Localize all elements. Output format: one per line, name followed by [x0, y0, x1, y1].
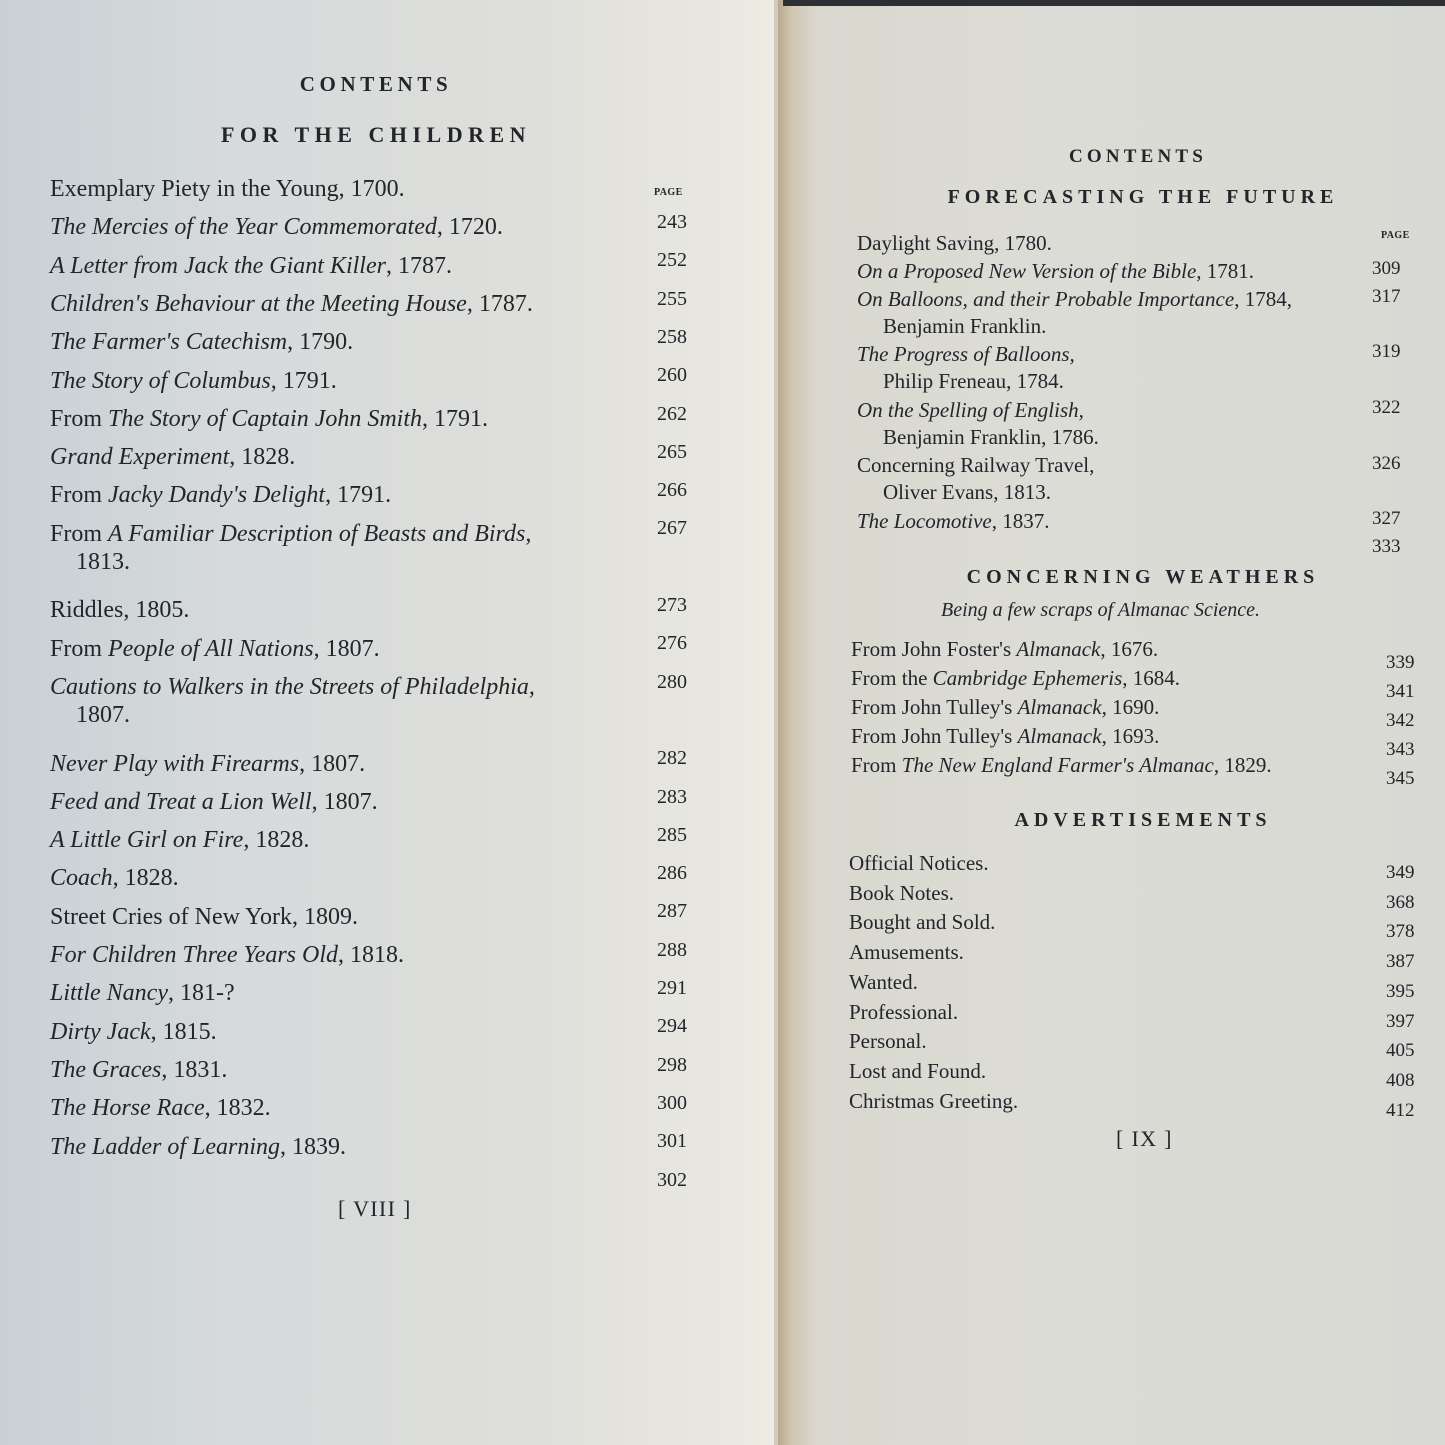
toc-entry — [50, 635, 380, 663]
entry-text: From — [50, 635, 109, 662]
entry-text: , 1839. — [280, 1133, 347, 1160]
entry-text: , 1837. — [991, 509, 1050, 533]
toc-entry — [50, 941, 404, 969]
entry-text: , 1781. — [1196, 258, 1255, 283]
entry-text: , 1832. — [204, 1095, 271, 1122]
entry-title-italic: Almanack — [1017, 695, 1102, 719]
toc-entry — [50, 1018, 217, 1046]
entry-title-italic: On Balloons, and their Probable Importance — [857, 286, 1235, 311]
section-tagline: Being a few scraps of Almanac Science. — [941, 599, 1261, 621]
entry-continuation: 1807. — [76, 701, 130, 728]
toc-entry — [851, 694, 1159, 721]
entry-text: , 1831. — [161, 1056, 228, 1083]
entry-title-italic: Little Nancy — [50, 980, 168, 1007]
entry-text: , 1790. — [287, 329, 354, 356]
entry-text: Book Notes. — [849, 880, 954, 905]
entry-title-italic: For Children Three Years Old — [50, 942, 339, 968]
toc-entry — [857, 341, 1075, 395]
entry-text: From — [851, 753, 902, 777]
toc-entry — [851, 752, 1272, 779]
entry-text: , 1787. — [385, 252, 452, 279]
toc-entry — [50, 328, 353, 356]
entry-title-italic: Dirty Jack — [50, 1018, 151, 1045]
page-number: 333 — [1372, 536, 1401, 557]
page-number: 301 — [657, 1130, 687, 1153]
page-number: 342 — [1386, 710, 1415, 731]
entry-text: From the — [851, 666, 933, 690]
entry-text: From John Tulley's — [851, 695, 1018, 719]
page-number: 262 — [657, 402, 687, 425]
toc-entry — [50, 788, 378, 816]
toc-entry — [857, 286, 1292, 340]
page-number: 349 — [1386, 862, 1415, 883]
page-number: 276 — [657, 632, 687, 655]
entry-text: Official Notices. — [849, 851, 989, 875]
entry-title-italic: Jacky Dandy's Delight — [108, 482, 326, 509]
entry-title-italic: The Horse Race — [50, 1095, 205, 1122]
page-number: 273 — [657, 594, 687, 616]
toc-entry — [50, 443, 295, 471]
entry-text: , 1829. — [1213, 753, 1272, 777]
entry-continuation: Benjamin Franklin. — [883, 313, 1047, 338]
entry-text: , 1693. — [1101, 724, 1160, 748]
entry-text: , 1791. — [422, 405, 489, 432]
entry-title-italic: Almanack — [1017, 724, 1102, 748]
entry-text: Christmas Greeting. — [849, 1088, 1019, 1113]
entry-continuation: Philip Freneau, 1784. — [883, 369, 1064, 394]
entry-text: , 1815. — [150, 1018, 217, 1045]
entry-text: From — [50, 520, 109, 547]
toc-entry — [50, 979, 235, 1007]
page-number: 283 — [657, 785, 687, 808]
toc-entry — [857, 452, 1094, 506]
page-number: 368 — [1386, 891, 1415, 913]
entry-title-italic: A Little Girl on Fire — [50, 827, 244, 854]
toc-entry — [849, 909, 995, 936]
page-number: 243 — [657, 211, 687, 233]
entry-text: , 1784, — [1234, 286, 1292, 311]
page-number: 339 — [1386, 652, 1415, 673]
entry-title-italic: Feed and Treat a Lion Well — [50, 788, 312, 815]
entry-text: , 1787. — [466, 290, 533, 317]
section-title-forecasting: FORECASTING THE FUTURE — [947, 186, 1339, 208]
toc-entry — [857, 230, 1052, 257]
toc-entry — [851, 665, 1180, 692]
toc-entry — [849, 1028, 927, 1055]
entry-title-italic: Almanack — [1016, 637, 1101, 661]
entry-text: Daylight Saving, 1780. — [857, 231, 1052, 255]
entry-title-italic: The Story of Columbus — [50, 367, 271, 394]
entry-title-italic: Cautions to Walkers in the Streets of Philadelphia, — [50, 673, 535, 700]
toc-entry — [50, 864, 179, 892]
toc-entry — [851, 636, 1158, 663]
page-number: 266 — [657, 479, 687, 502]
entry-text: Exemplary Piety in the Young, 1700. — [50, 176, 405, 202]
page-number: 405 — [1386, 1040, 1415, 1062]
entry-title-italic: Children's Behaviour at the Meeting House — [50, 290, 467, 317]
entry-text: Lost and Found. — [849, 1058, 987, 1083]
toc-entry — [849, 939, 964, 966]
page-number: 286 — [657, 862, 687, 885]
entry-text: , 1807. — [311, 788, 378, 815]
page-number: 255 — [657, 287, 687, 310]
folio: [ VIII ] — [338, 1196, 412, 1221]
page-number: 327 — [1372, 508, 1401, 530]
toc-entry — [849, 969, 918, 996]
page-number: 408 — [1386, 1069, 1415, 1091]
page-number: 294 — [657, 1015, 687, 1038]
toc-entry — [50, 750, 365, 778]
toc-entry — [50, 826, 309, 854]
entry-text: From — [50, 405, 109, 432]
page-number: 282 — [657, 747, 687, 770]
toc-entry — [50, 252, 452, 280]
entry-text: Professional. — [849, 999, 959, 1024]
toc-entry — [50, 673, 535, 729]
entry-continuation: 1813. — [76, 548, 130, 575]
entry-text: , 1828. — [243, 827, 310, 854]
page-number: 326 — [1372, 452, 1401, 474]
toc-entry — [50, 481, 391, 509]
contents-title: CONTENTS — [299, 72, 453, 96]
entry-title-italic: Grand Experiment — [50, 444, 230, 471]
page-number: 317 — [1372, 285, 1401, 307]
entry-text: Bought and Sold. — [849, 910, 996, 935]
entry-text: Wanted. — [849, 969, 918, 994]
entry-text: Street Cries of New York, 1809. — [50, 903, 358, 930]
page-number: 280 — [657, 670, 687, 693]
toc-entry — [857, 397, 1099, 451]
section-title-children: FOR THE CHILDREN — [220, 122, 532, 147]
entry-text: , 1676. — [1100, 637, 1159, 661]
entry-text: From John Tulley's — [851, 724, 1018, 748]
page-number: 341 — [1386, 681, 1415, 702]
page-label: PAGE — [1381, 230, 1410, 241]
entry-title-italic: The Farmer's Catechism — [50, 329, 288, 356]
page-number: 300 — [657, 1091, 687, 1114]
page-number: 258 — [657, 325, 687, 348]
entry-title-italic: Cambridge Ephemeris — [932, 666, 1123, 690]
page-number: 412 — [1386, 1099, 1415, 1121]
page-number: 387 — [1386, 951, 1415, 973]
entry-text: Personal. — [849, 1029, 927, 1054]
toc-entry — [849, 999, 958, 1026]
entry-title-italic: People of All Nations — [108, 635, 314, 662]
page-number: 298 — [657, 1053, 687, 1076]
toc-entry — [50, 367, 337, 395]
toc-entry — [849, 880, 954, 907]
entry-text: , 181-? — [167, 980, 235, 1007]
toc-entry — [50, 903, 358, 931]
contents-title: CONTENTS — [1069, 146, 1207, 167]
page-number: 322 — [1372, 397, 1401, 418]
entry-title-italic: A Familiar Description of Beasts and Birds, — [108, 520, 532, 547]
toc-entry — [50, 596, 189, 624]
entry-title-italic: A Letter from Jack the Giant Killer — [50, 252, 386, 279]
toc-entry — [50, 520, 531, 576]
page-number: 288 — [657, 938, 687, 961]
toc-entry — [849, 850, 989, 877]
entry-title-italic: The Story of Captain John Smith — [108, 405, 423, 432]
toc-entry — [50, 1133, 346, 1161]
entry-title-italic: On the Spelling of English, — [857, 397, 1084, 422]
page-number: 267 — [657, 517, 687, 540]
entry-text: , 1684. — [1122, 666, 1180, 690]
page-number: 309 — [1372, 258, 1401, 279]
entry-text: , 1690. — [1101, 695, 1160, 719]
entry-title-italic: The Ladder of Learning — [50, 1133, 281, 1160]
entry-title-italic: The New England Farmer's Almanac — [901, 753, 1214, 777]
entry-title-italic: Never Play with Firearms — [50, 750, 300, 777]
toc-entry — [857, 258, 1254, 285]
entry-text: From John Foster's — [851, 637, 1017, 661]
page-label: PAGE — [654, 187, 683, 198]
entry-text: , 1791. — [270, 367, 337, 394]
entry-title-italic: The Mercies of the Year Commemorated — [50, 214, 437, 241]
folio: [ IX ] — [1116, 1126, 1173, 1151]
page-number: 302 — [657, 1168, 687, 1191]
entry-text: Riddles, 1805. — [50, 597, 190, 624]
page-number: 345 — [1386, 768, 1415, 789]
toc-entry — [849, 1088, 1018, 1115]
section-title-weathers: CONCERNING WEATHERS — [966, 566, 1320, 588]
toc-entry — [50, 175, 405, 203]
entry-text: Concerning Railway Travel, — [857, 453, 1095, 478]
page-number: 291 — [657, 977, 687, 999]
entry-text: From — [50, 482, 109, 509]
page-number: 265 — [657, 440, 687, 463]
entry-text: , 1807. — [313, 635, 380, 662]
entry-text: , 1720. — [436, 214, 503, 241]
page-number: 285 — [657, 823, 687, 846]
entry-title-italic: The Locomotive — [857, 509, 992, 533]
toc-entry — [857, 508, 1049, 535]
entry-text: Amusements. — [849, 940, 964, 965]
entry-text: , 1828. — [229, 444, 296, 471]
page-number: 260 — [657, 364, 687, 387]
entry-continuation: Benjamin Franklin, 1786. — [883, 424, 1099, 449]
toc-entry — [50, 213, 503, 241]
entry-text: , 1791. — [325, 482, 392, 509]
entry-title-italic: The Progress of Balloons, — [857, 342, 1075, 367]
entry-title-italic: On a Proposed New Version of the Bible — [857, 258, 1197, 283]
right-page — [778, 0, 1445, 1445]
entry-text: , 1828. — [112, 865, 179, 892]
entry-continuation: Oliver Evans, 1813. — [883, 480, 1051, 505]
page-number: 397 — [1386, 1010, 1415, 1032]
toc-entry — [50, 1056, 227, 1084]
entry-title-italic: Coach — [50, 865, 113, 892]
section-title-advertisements: ADVERTISEMENTS — [1014, 809, 1272, 831]
page-number: 343 — [1386, 739, 1415, 760]
entry-text: , 1807. — [299, 750, 366, 777]
toc-entry — [849, 1058, 986, 1085]
toc-entry — [50, 290, 533, 318]
toc-entry — [50, 405, 488, 433]
book-cover-edge — [783, 0, 1445, 6]
page-number: 252 — [657, 249, 687, 272]
entry-title-italic: The Graces — [50, 1056, 162, 1083]
page-number: 395 — [1386, 980, 1415, 1002]
page-number: 319 — [1372, 341, 1401, 363]
toc-entry — [50, 1094, 271, 1122]
page-number: 378 — [1386, 921, 1415, 943]
entry-text: , 1818. — [338, 942, 405, 968]
page-number: 287 — [657, 900, 687, 923]
toc-entry — [851, 723, 1159, 750]
